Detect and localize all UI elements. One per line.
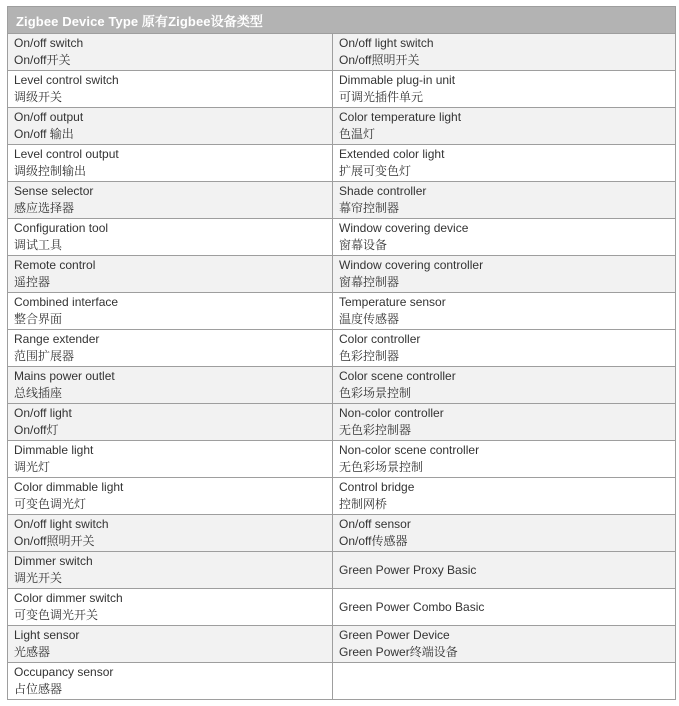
table-cell: [333, 515, 676, 552]
table-row: [8, 663, 676, 700]
table-cell: [8, 367, 333, 404]
table-row: [8, 71, 676, 108]
table-cell: [333, 589, 676, 626]
device-type-english: Combined interface: [14, 295, 119, 309]
device-type-chinese: 感应选择器: [14, 201, 75, 215]
table-cell: [8, 441, 333, 478]
device-type-chinese: 窗幕控制器: [339, 275, 400, 289]
table-cell: [8, 626, 333, 663]
device-type-english: Control bridge: [339, 480, 415, 494]
device-type-chinese: 可变色调光开关: [14, 608, 99, 622]
table-cell: [333, 34, 676, 71]
device-type-chinese: 调级开关: [14, 90, 63, 104]
table-cell: [8, 108, 333, 145]
device-type-chinese: 控制网桥: [339, 497, 388, 511]
table-row: [8, 404, 676, 441]
table-row: [8, 182, 676, 219]
device-type-english: Dimmable light: [14, 443, 94, 457]
device-type-english: Configuration tool: [14, 221, 109, 235]
device-type-english: Green Power Device: [339, 628, 450, 642]
zigbee-device-type-table: [7, 6, 676, 700]
device-type-english: Temperature sensor: [339, 295, 446, 309]
device-type-chinese: Green Power终端设备: [339, 645, 458, 659]
table-row: [8, 552, 676, 589]
table-row: [8, 367, 676, 404]
device-type-english: Green Power Proxy Basic: [339, 562, 477, 577]
table-row: [8, 330, 676, 367]
table-cell: [333, 441, 676, 478]
device-type-english: On/off output: [14, 110, 84, 124]
table-cell: [333, 145, 676, 182]
device-type-chinese: 色彩场景控制: [339, 386, 412, 400]
device-type-english: Shade controller: [339, 184, 427, 198]
device-type-english: Color dimmer switch: [14, 591, 123, 605]
device-type-english: Occupancy sensor: [14, 665, 114, 679]
device-type-chinese: 无色彩控制器: [339, 423, 412, 437]
device-type-english: Mains power outlet: [14, 369, 115, 383]
table-row: [8, 589, 676, 626]
table-cell: [8, 589, 333, 626]
device-type-chinese: 占位感器: [14, 682, 63, 696]
device-type-chinese: 总线插座: [14, 386, 63, 400]
table-cell: [333, 552, 676, 589]
table-cell: [8, 145, 333, 182]
device-type-chinese: 色彩控制器: [339, 349, 400, 363]
device-type-chinese: On/off开关: [14, 53, 71, 67]
table-cell: [333, 478, 676, 515]
table-cell: [333, 293, 676, 330]
table-cell: [8, 34, 333, 71]
table-cell: [8, 404, 333, 441]
table-cell: [333, 404, 676, 441]
device-type-english: On/off light switch: [339, 36, 434, 50]
table-cell: [333, 71, 676, 108]
table-cell: [8, 515, 333, 552]
device-type-chinese: 温度传感器: [339, 312, 400, 326]
table-header: Zigbee Device Type 原有Zigbee设备类型: [8, 7, 676, 34]
device-type-english: Color temperature light: [339, 110, 462, 124]
device-type-chinese: 色温灯: [339, 127, 376, 141]
table-row: [8, 515, 676, 552]
device-type-table-wrapper: [7, 6, 675, 700]
table-cell: [333, 626, 676, 663]
device-type-english: Window covering device: [339, 221, 469, 235]
device-type-chinese: On/off灯: [14, 423, 59, 437]
device-type-english: On/off light: [14, 406, 72, 420]
device-type-chinese: 可变色调光灯: [14, 497, 87, 511]
device-type-chinese: 调试工具: [14, 238, 63, 252]
table-cell: [8, 182, 333, 219]
device-type-english: On/off switch: [14, 36, 84, 50]
device-type-english: Remote control: [14, 258, 96, 272]
device-type-english: On/off light switch: [14, 517, 109, 531]
device-type-chinese: 调光开关: [14, 571, 63, 585]
table-cell: [333, 219, 676, 256]
device-type-chinese: 范围扩展器: [14, 349, 75, 363]
table-cell: [333, 108, 676, 145]
table-row: [8, 108, 676, 145]
table-cell: [8, 552, 333, 589]
device-type-english: Non-color controller: [339, 406, 444, 420]
device-type-chinese: On/off 输出: [14, 127, 74, 141]
table-cell: [333, 256, 676, 293]
device-type-chinese: 调级控制输出: [14, 164, 87, 178]
device-type-chinese: On/off传感器: [339, 534, 408, 548]
device-type-english: Light sensor: [14, 628, 80, 642]
table-cell: [8, 663, 333, 700]
table-body: [8, 34, 676, 700]
table-row: [8, 219, 676, 256]
table-cell: [8, 293, 333, 330]
device-type-chinese: On/off照明开关: [339, 53, 420, 67]
device-type-chinese: 可调光插件单元: [339, 90, 424, 104]
device-type-chinese: 整合界面: [14, 312, 63, 326]
table-cell: [8, 71, 333, 108]
table-row: [8, 293, 676, 330]
device-type-chinese: 遥控器: [14, 275, 51, 289]
device-type-english: Dimmable plug-in unit: [339, 73, 456, 87]
device-type-english: Extended color light: [339, 147, 445, 161]
device-type-english: On/off sensor: [339, 517, 411, 531]
device-type-english: Non-color scene controller: [339, 443, 480, 457]
device-type-english: Color dimmable light: [14, 480, 124, 494]
table-header-row: [8, 7, 676, 34]
table-cell: [333, 182, 676, 219]
device-type-chinese: 扩展可变色灯: [339, 164, 412, 178]
table-cell: [8, 330, 333, 367]
device-type-english: Color scene controller: [339, 369, 456, 383]
device-type-english: Dimmer switch: [14, 554, 93, 568]
table-cell: [333, 330, 676, 367]
table-cell: [8, 256, 333, 293]
device-type-chinese: 光感器: [14, 645, 51, 659]
table-cell: [8, 219, 333, 256]
table-row: [8, 441, 676, 478]
device-type-english: Color controller: [339, 332, 421, 346]
device-type-chinese: 调光灯: [14, 460, 51, 474]
device-type-english: Green Power Combo Basic: [339, 599, 485, 614]
device-type-chinese: 幕帘控制器: [339, 201, 400, 215]
table-row: [8, 34, 676, 71]
table-row: [8, 478, 676, 515]
device-type-english: Range extender: [14, 332, 100, 346]
device-type-english: Sense selector: [14, 184, 94, 198]
table-row: [8, 145, 676, 182]
device-type-chinese: 窗幕设备: [339, 238, 388, 252]
device-type-english: Level control switch: [14, 73, 119, 87]
device-type-chinese: 无色彩场景控制: [339, 460, 424, 474]
device-type-english: Level control output: [14, 147, 119, 161]
device-type-english: Window covering controller: [339, 258, 484, 272]
table-cell: [333, 663, 676, 700]
table-row: [8, 626, 676, 663]
table-cell: [8, 478, 333, 515]
table-cell: [333, 367, 676, 404]
device-type-chinese: On/off照明开关: [14, 534, 95, 548]
table-row: [8, 256, 676, 293]
